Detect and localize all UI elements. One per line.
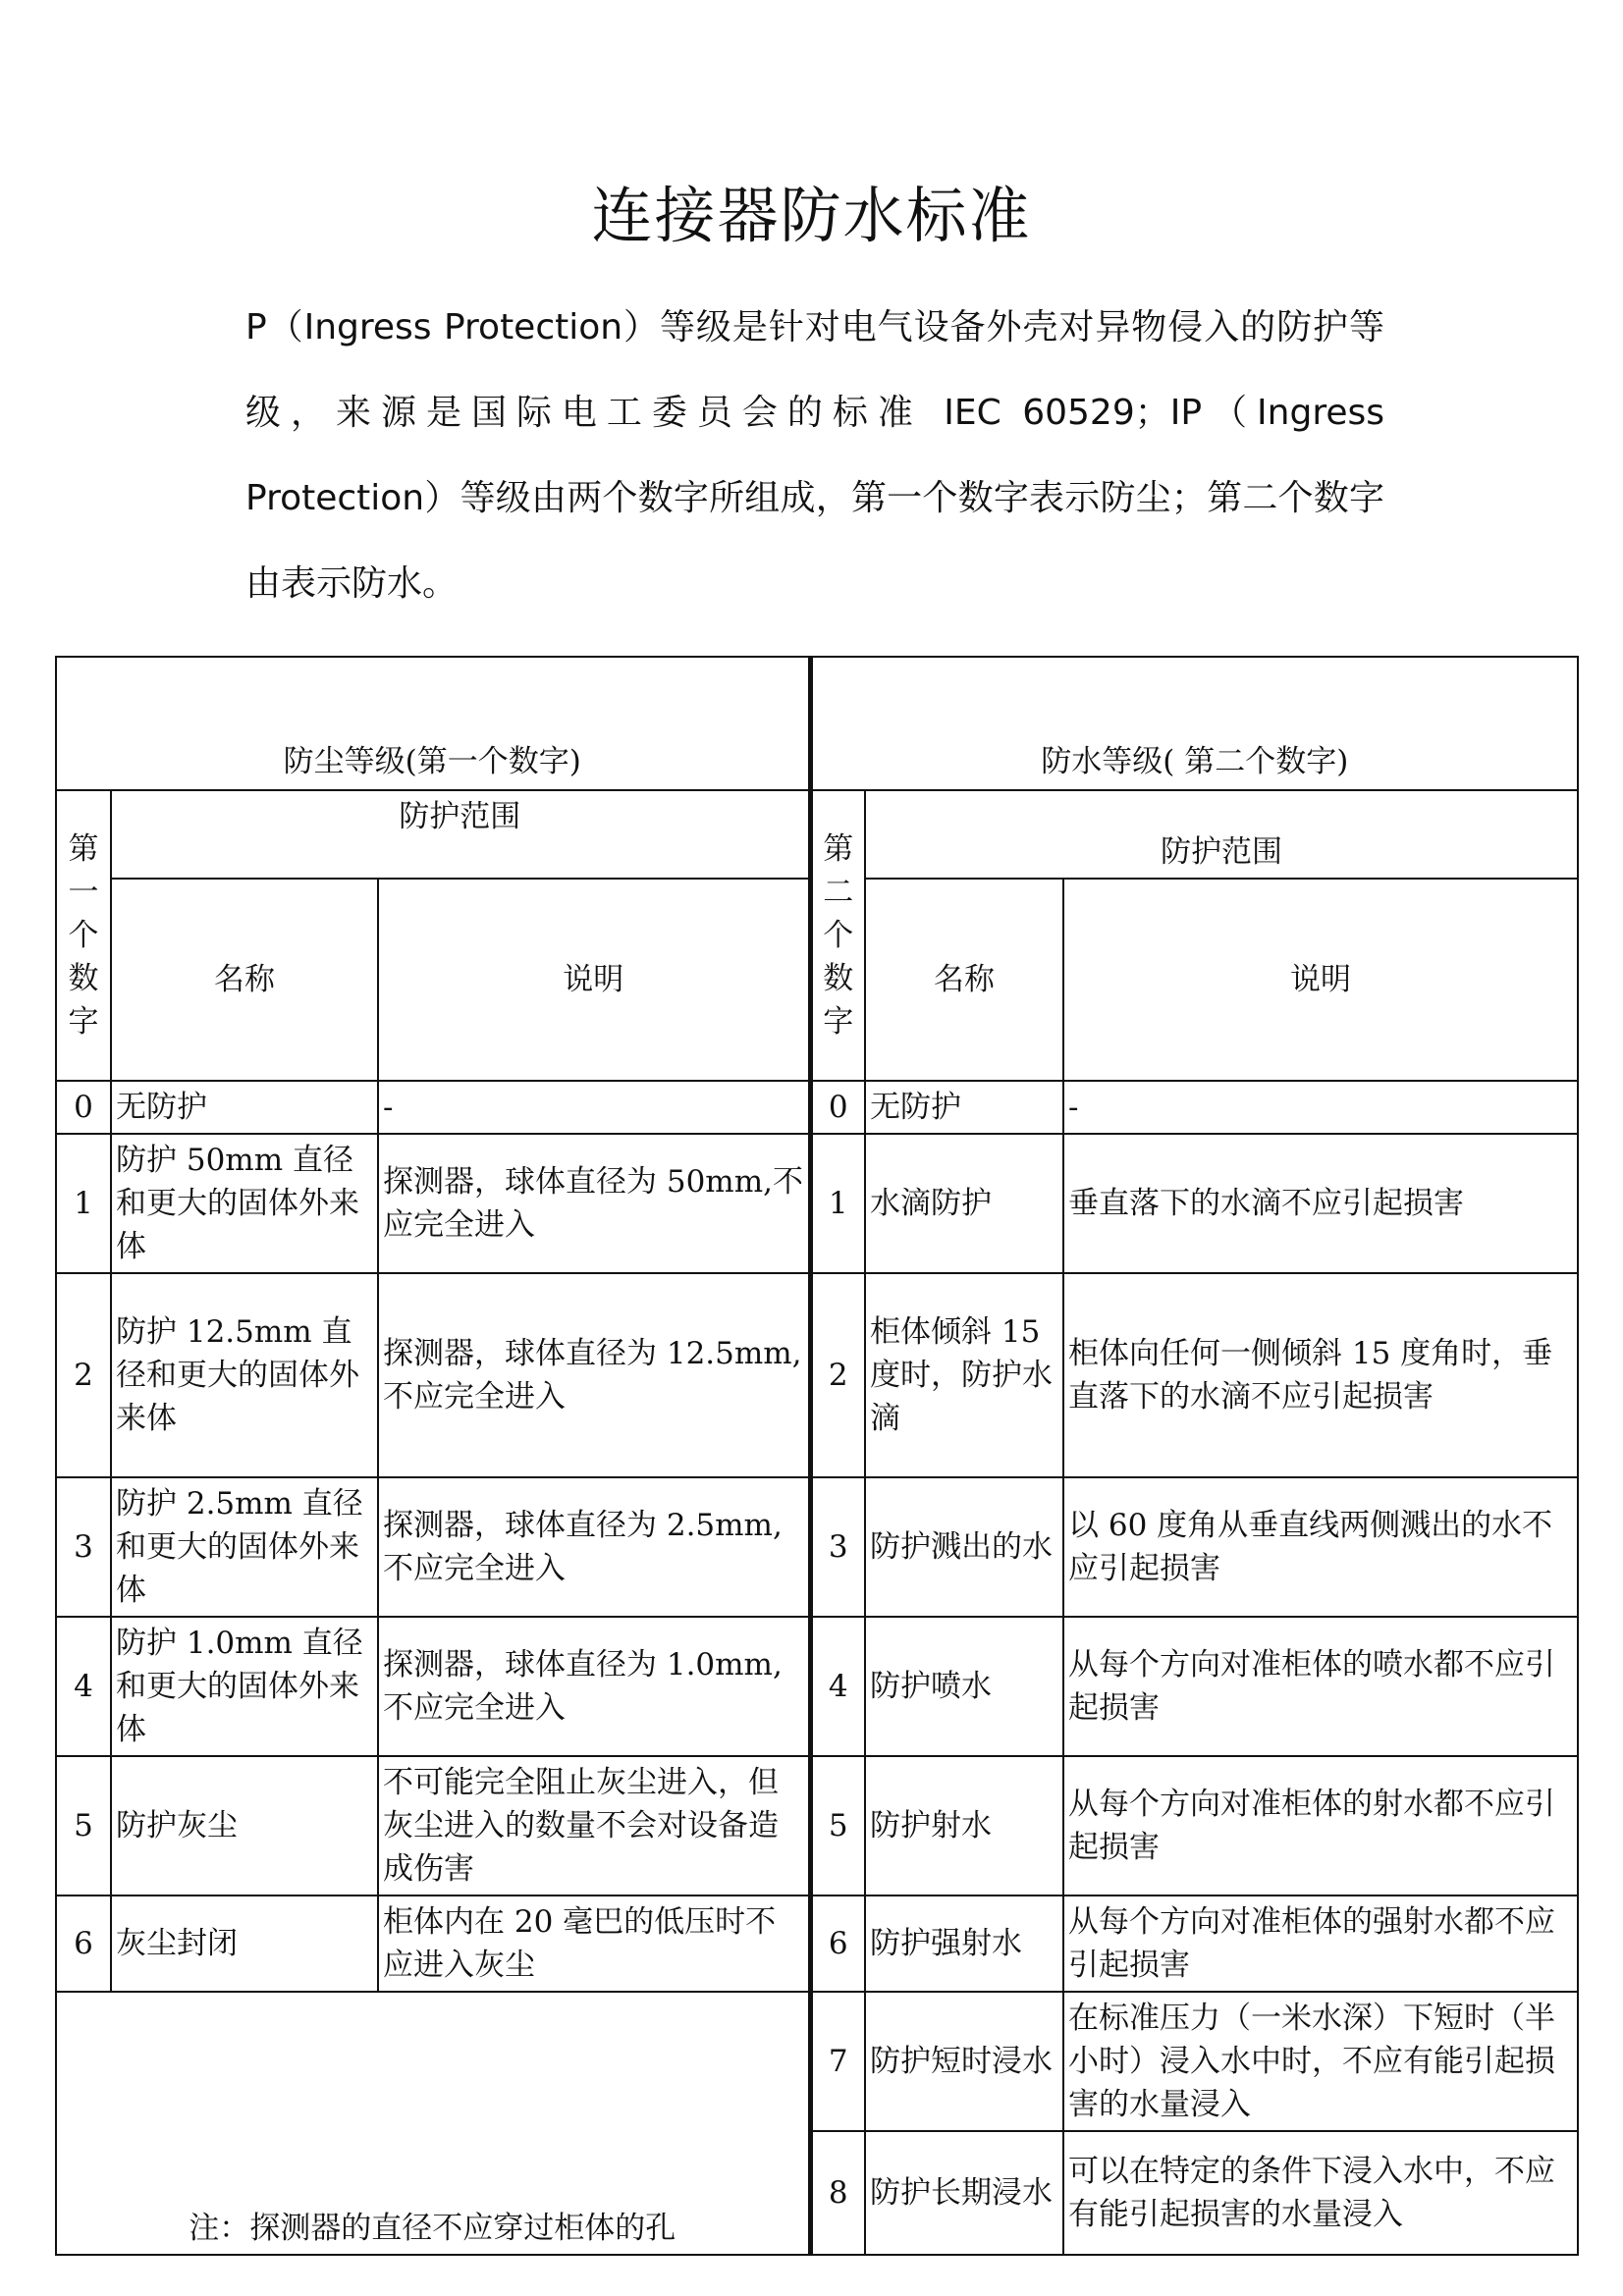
dust-desc-header: 说明: [378, 879, 810, 1081]
water-level-desc: 垂直落下的水滴不应引起损害: [1063, 1134, 1578, 1273]
dust-level-name: 防护 1.0mm 直径和更大的固体外来体: [111, 1617, 378, 1756]
table-row: [56, 1756, 1578, 1896]
table-row: [56, 1081, 1578, 1134]
dust-level-num: 0: [56, 1081, 111, 1134]
dust-level-num: 4: [56, 1617, 111, 1756]
water-group-header: 防水等级( 第二个数字): [810, 657, 1578, 790]
water-level-num: 0: [810, 1081, 865, 1134]
dust-level-name: 无防护: [111, 1081, 378, 1134]
water-level-name: 无防护: [865, 1081, 1063, 1134]
water-level-num: 7: [810, 1992, 865, 2131]
table-range-header-row: [56, 790, 1578, 879]
water-level-num: 1: [810, 1134, 865, 1273]
water-level-num: 6: [810, 1896, 865, 1992]
dust-level-name: 防护 50mm 直径和更大的固体外来体: [111, 1134, 378, 1273]
water-level-desc: 可以在特定的条件下浸入水中，不应有能引起损害的水量浸入: [1063, 2131, 1578, 2255]
table-row: [56, 1617, 1578, 1756]
water-level-desc: -: [1063, 1081, 1578, 1134]
water-level-desc: 从每个方向对准柜体的喷水都不应引起损害: [1063, 1617, 1578, 1756]
water-level-num: 4: [810, 1617, 865, 1756]
water-level-num: 8: [810, 2131, 865, 2255]
dust-level-name: 防护 12.5mm 直径和更大的固体外来体: [111, 1273, 378, 1477]
water-level-desc: 在标准压力（一米水深）下短时（半小时）浸入水中时，不应有能引起损害的水量浸入: [1063, 1992, 1578, 2131]
table-row: [56, 1134, 1578, 1273]
water-range-header: 防护范围: [865, 790, 1578, 879]
dust-level-name: 灰尘封闭: [111, 1896, 378, 1992]
intro-paragraph: P（Ingress Protection）等级是针对电气设备外壳对异物侵入的防护等级，来源是国际电工委员会的标准 IEC 60529；IP（Ingress Protection）等级由两个数字所组成，第一个数字表示防尘；第二个数字由表示防水。: [245, 307, 1384, 604]
table-row: [56, 1896, 1578, 1992]
dust-group-header: 防尘等级(第一个数字): [56, 657, 810, 790]
dust-level-num: 1: [56, 1134, 111, 1273]
second-digit-label: 第二个数字: [823, 831, 854, 1040]
water-level-num: 5: [810, 1756, 865, 1896]
dust-level-desc: 柜体内在 20 毫巴的低压时不应进入灰尘: [378, 1896, 810, 1992]
first-digit-label: 第一个数字: [68, 831, 99, 1040]
dust-level-desc: -: [378, 1081, 810, 1134]
water-level-name: 柜体倾斜 15 度时，防护水滴: [865, 1273, 1063, 1477]
dust-level-desc: 探测器，球体直径为 2.5mm,不应完全进入: [378, 1477, 810, 1617]
dust-level-name: 防护灰尘: [111, 1756, 378, 1896]
dust-level-desc: 探测器，球体直径为 1.0mm,不应完全进入: [378, 1617, 810, 1756]
dust-range-header: 防护范围: [111, 790, 810, 879]
table-note: 注：探测器的直径不应穿过柜体的孔: [56, 1992, 810, 2255]
table-row: [56, 1273, 1578, 1477]
dust-level-num: 5: [56, 1756, 111, 1896]
water-level-name: 防护长期浸水: [865, 2131, 1063, 2255]
second-digit-header: [810, 790, 865, 1081]
dust-level-desc: 探测器，球体直径为 50mm,不应完全进入: [378, 1134, 810, 1273]
water-level-desc: 从每个方向对准柜体的射水都不应引起损害: [1063, 1756, 1578, 1896]
water-level-num: 2: [810, 1273, 865, 1477]
first-digit-header: [56, 790, 111, 1081]
table-row: [56, 1477, 1578, 1617]
ip-rating-table: [55, 656, 1579, 2256]
water-desc-header: 说明: [1063, 879, 1578, 1081]
water-name-header: 名称: [865, 879, 1063, 1081]
dust-level-num: 3: [56, 1477, 111, 1617]
water-level-desc: 从每个方向对准柜体的强射水都不应引起损害: [1063, 1896, 1578, 1992]
dust-level-name: 防护 2.5mm 直径和更大的固体外来体: [111, 1477, 378, 1617]
water-level-desc: 柜体向任何一侧倾斜 15 度角时，垂直落下的水滴不应引起损害: [1063, 1273, 1578, 1477]
dust-level-desc: 探测器，球体直径为 12.5mm,不应完全进入: [378, 1273, 810, 1477]
dust-level-num: 6: [56, 1896, 111, 1992]
water-level-name: 水滴防护: [865, 1134, 1063, 1273]
water-level-name: 防护射水: [865, 1756, 1063, 1896]
dust-level-num: 2: [56, 1273, 111, 1477]
water-level-name: 防护强射水: [865, 1896, 1063, 1992]
dust-name-header: 名称: [111, 879, 378, 1081]
water-level-name: 防护喷水: [865, 1617, 1063, 1756]
table-row: [56, 1992, 1578, 2131]
water-level-name: 防护短时浸水: [865, 1992, 1063, 2131]
water-level-name: 防护溅出的水: [865, 1477, 1063, 1617]
dust-level-desc: 不可能完全阻止灰尘进入，但灰尘进入的数量不会对设备造成伤害: [378, 1756, 810, 1896]
water-level-num: 3: [810, 1477, 865, 1617]
table-group-header-row: [56, 657, 1578, 790]
water-level-desc: 以 60 度角从垂直线两侧溅出的水不应引起损害: [1063, 1477, 1578, 1617]
page-title: 连接器防水标准: [591, 180, 1032, 251]
